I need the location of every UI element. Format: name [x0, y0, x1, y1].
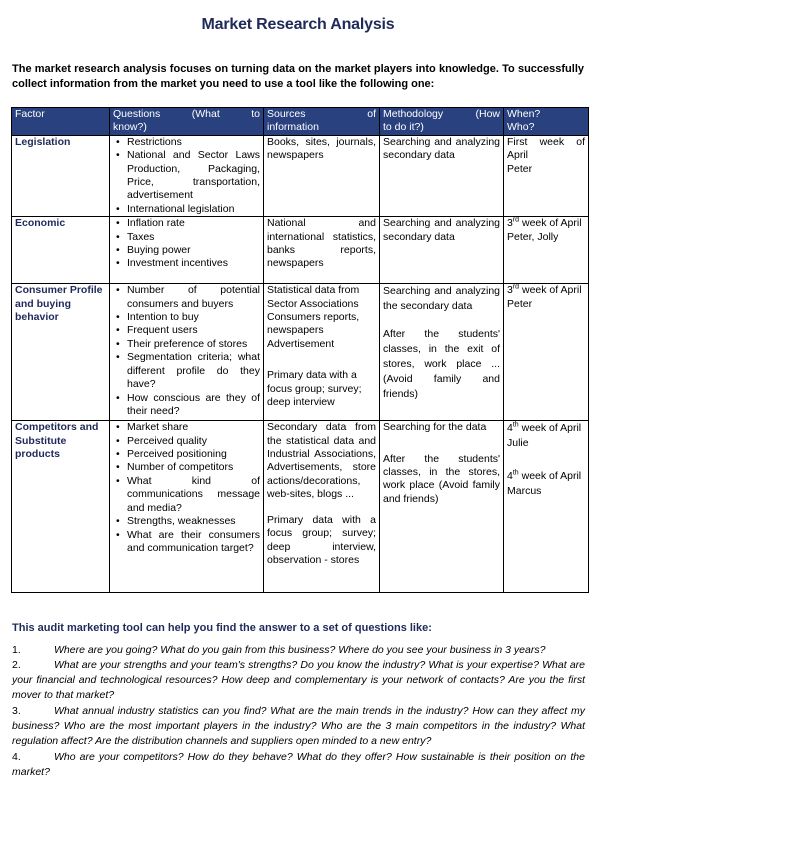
header-sources: Sources of information [264, 108, 380, 136]
list-item: • Strengths, weaknesses [127, 515, 260, 528]
list-item: • Inflation rate [127, 217, 260, 230]
list-item: • Market share [127, 421, 260, 434]
list-item: • Perceived positioning [127, 448, 260, 461]
when-who-cell: First week of April Peter [504, 135, 589, 216]
market-research-table [11, 107, 589, 593]
when-who-cell: 4th week of April Julie 4th week of April Marcus [504, 421, 589, 593]
factor-cell: Legislation [12, 135, 110, 216]
table-header-row [12, 108, 589, 136]
sources-cell: Secondary data from the statistical data and Industrial Associations, Advertisements, store actions/decorations, web-sites, blogs ... Primary data with a focus group; survey; deep interview, observation - stores [264, 421, 380, 593]
list-item: • What are their consumers and communication target? [127, 529, 260, 556]
table-row [12, 284, 589, 421]
factor-cell: Economic [12, 217, 110, 284]
table-row [12, 135, 589, 216]
methodology-cell: Searching and analyzing secondary data [380, 217, 504, 284]
list-item: • Number of potential consumers and buyers [127, 284, 260, 311]
list-item: • What kind of communications message and media? [127, 475, 260, 515]
page-title: Market Research Analysis [201, 16, 395, 33]
list-item: • Intention to buy [127, 311, 260, 324]
question-item: 4. Who are your competitors? How do they behave? What do they offer? How sustainable is their position on the market? [12, 751, 585, 779]
list-item: • Perceived quality [127, 435, 260, 448]
list-item: • How conscious are they of their need? [127, 392, 260, 419]
sources-cell: National and international statistics, banks reports, newspapers [264, 217, 380, 284]
factor-cell: Competitors and Substitute products [12, 421, 110, 593]
header-questions: Questions (What to know?) [110, 108, 264, 136]
sources-cell: Statistical data from Sector Associations Consumers reports, newspapers Advertisement Primary data with a focus group; survey; deep interview [264, 284, 380, 421]
sources-cell: Books, sites, journals, newspapers [264, 135, 380, 216]
header-factor: Factor [12, 108, 110, 136]
table-row [12, 421, 589, 593]
question-item: 2. What are your strengths and your team's strengths? Do you know the industry? What is your expertise? What are your financial and technological resources? How deep and complementary is your network of contacts? Are you the first mover to that market? [12, 659, 585, 702]
list-item: • Their preference of stores [127, 338, 260, 351]
when-who-cell: 3rd week of April Peter [504, 284, 589, 421]
questions-cell [110, 421, 264, 593]
question-item: 1. Where are you going? What do you gain from this business? Where do you see your business in 3 years? [12, 644, 546, 656]
section-subtitle: This audit marketing tool can help you find the answer to a set of questions like: [12, 622, 432, 634]
table-row [12, 217, 589, 284]
list-item: • Segmentation criteria; what different profile do they have? [127, 351, 260, 391]
list-item: • Taxes [127, 231, 260, 244]
list-item: • National and Sector Laws Production, Packaging, Price, transportation, advertisement [127, 149, 260, 203]
question-item: 3. What annual industry statistics can you find? What are the main trends in the industry? How can they affect my business? Who are the most important players in the industry? Who are the 3 main competitors in the industry? What regulation affect? Are the distribution channels and suppliers open minded to a new entry? [12, 705, 585, 748]
list-item: • Restrictions [127, 136, 260, 149]
questions-cell [110, 135, 264, 216]
methodology-cell: Searching and analyzing secondary data [380, 135, 504, 216]
list-item: • Frequent users [127, 324, 260, 337]
list-item: • Number of competitors [127, 461, 260, 474]
header-methodology: Methodology (How to do it?) [380, 108, 504, 136]
list-item: • International legislation [127, 203, 260, 216]
list-item: • Investment incentives [127, 257, 260, 270]
intro-paragraph: The market research analysis focuses on turning data on the market players into knowledge. To successfully collect information from the market you need to use a tool like the following one: [12, 63, 584, 90]
questions-cell [110, 217, 264, 284]
methodology-cell: Searching and analyzing the secondary data After the students' classes, in the exit of stores, work place ... (Avoid family and friends) [380, 284, 504, 421]
list-item: • Buying power [127, 244, 260, 257]
methodology-cell: Searching for the data After the students' classes, in the stores, work place (Avoid family and friends) [380, 421, 504, 593]
when-who-cell: 3rd week of April Peter, Jolly [504, 217, 589, 284]
header-when-who: When? Who? [504, 108, 589, 136]
factor-cell: Consumer Profile and buying behavior [12, 284, 110, 421]
questions-cell [110, 284, 264, 421]
